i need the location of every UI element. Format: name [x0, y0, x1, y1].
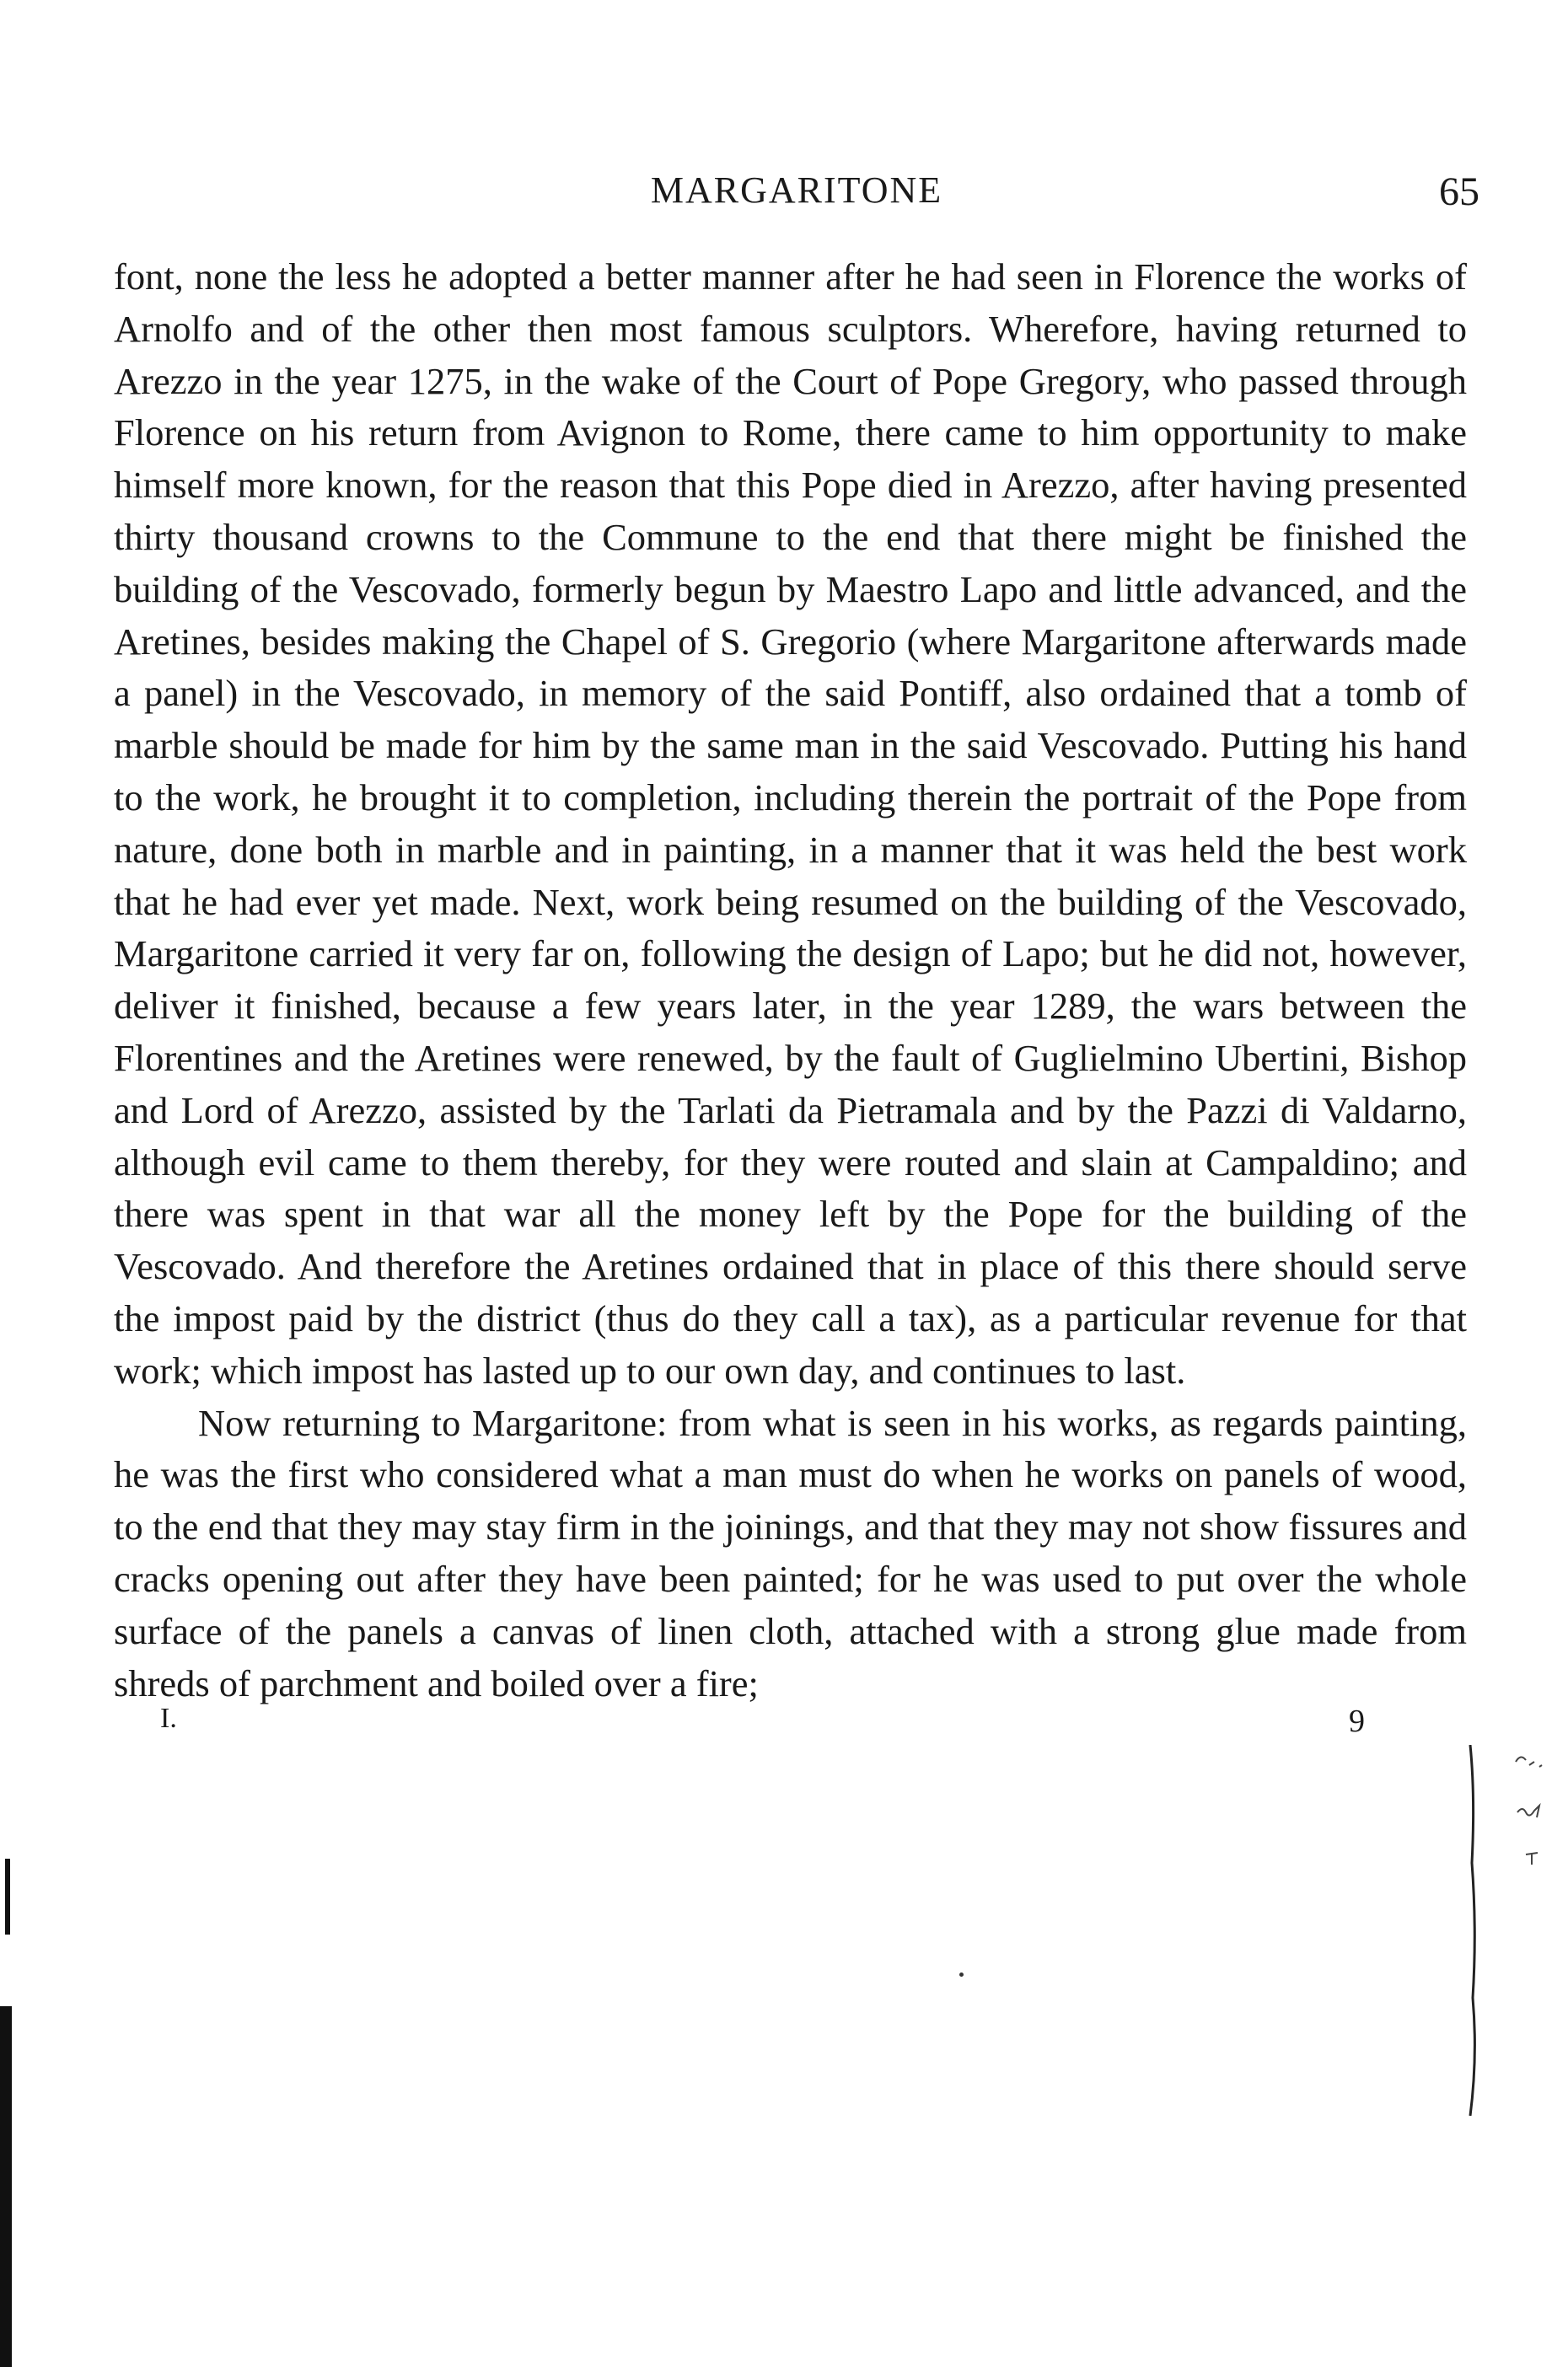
body-text: [114, 251, 1467, 1710]
signature-mark: I.: [160, 1703, 177, 1734]
paragraph-2: Now returning to Margaritone: from what is seen in his works, as regards painting, he was the first who considered what a man must do when he works on panels of wood, to the end that they may stay firm in the joinings, and that they may not show fissures and cracks opening out after they have been painted; for he was used to put over the whole surface of the panels a canvas of linen cloth, attached with a strong glue made from shreds of parchment and boiled over a fire;: [114, 1401, 1467, 1704]
running-title: MARGARITONE: [650, 169, 943, 211]
scan-edge-mark: [5, 1859, 10, 1935]
page-number: 65: [1439, 169, 1479, 214]
scan-edge-bar: [0, 2006, 12, 2367]
pencil-annotation: [1509, 1728, 1560, 1897]
paragraph-1: font, none the less he adopted a better manner after he had seen in Florence the works of Arnolfo and of the other then most famous sculptors. Wherefore, having returned to Arezzo in the year 1275, in the wake of the Court of Pope Gregory, who passed through Florence on his return from Avignon to Rome, there came to him opportunity to make himself more known, for the reason that this Pope died in Arezzo, after having presented thirty thousand crowns to the Commune to the end that there might be finished the building of the Vescovado, formerly begun by Maestro Lapo and little advanced, and the Aretines, besides making the Chapel of S. Gregorio (where Margaritone afterwards made a panel) in the Vescovado, in memory of the said Pontiff, also ordained that a tomb of marble should be made for him by the same man in the said Vescovado. Putting his hand to the work, he brought it to completion, including therein the portrait of the Pope from nature, done both in marble and in painting, in a manner that it was held the best work that he had ever yet made. Next, work being resumed on the building of the Vescovado, Margaritone carried it very far on, following the design of Lapo; but he did not, however, deliver it finished, because a few years later, in the year 1289, the wars between the Florentines and the Aretines were renewed, by the fault of Guglielmino Ubertini, Bishop and Lord of Arezzo, assisted by the Tarlati da Pietramala and by the Pazzi di Valdarno, although evil came to them thereby, for they were routed and slain at Campaldino; and there was spent in that war all the money left by the Pope for the building of the Vescovado. And therefore the Aretines ordained that in place of this there should serve the impost paid by the district (thus do they call a tax), as a particular revenue for that work; which impost has lasted up to our own day, and continues to last.: [114, 255, 1467, 1392]
sheet-number: 9: [1349, 1704, 1365, 1739]
page-header: [114, 169, 1479, 228]
ink-speck: [959, 1972, 964, 1977]
margin-bracket-mark: [1467, 1745, 1482, 2116]
page-footer: [114, 1703, 1467, 1753]
